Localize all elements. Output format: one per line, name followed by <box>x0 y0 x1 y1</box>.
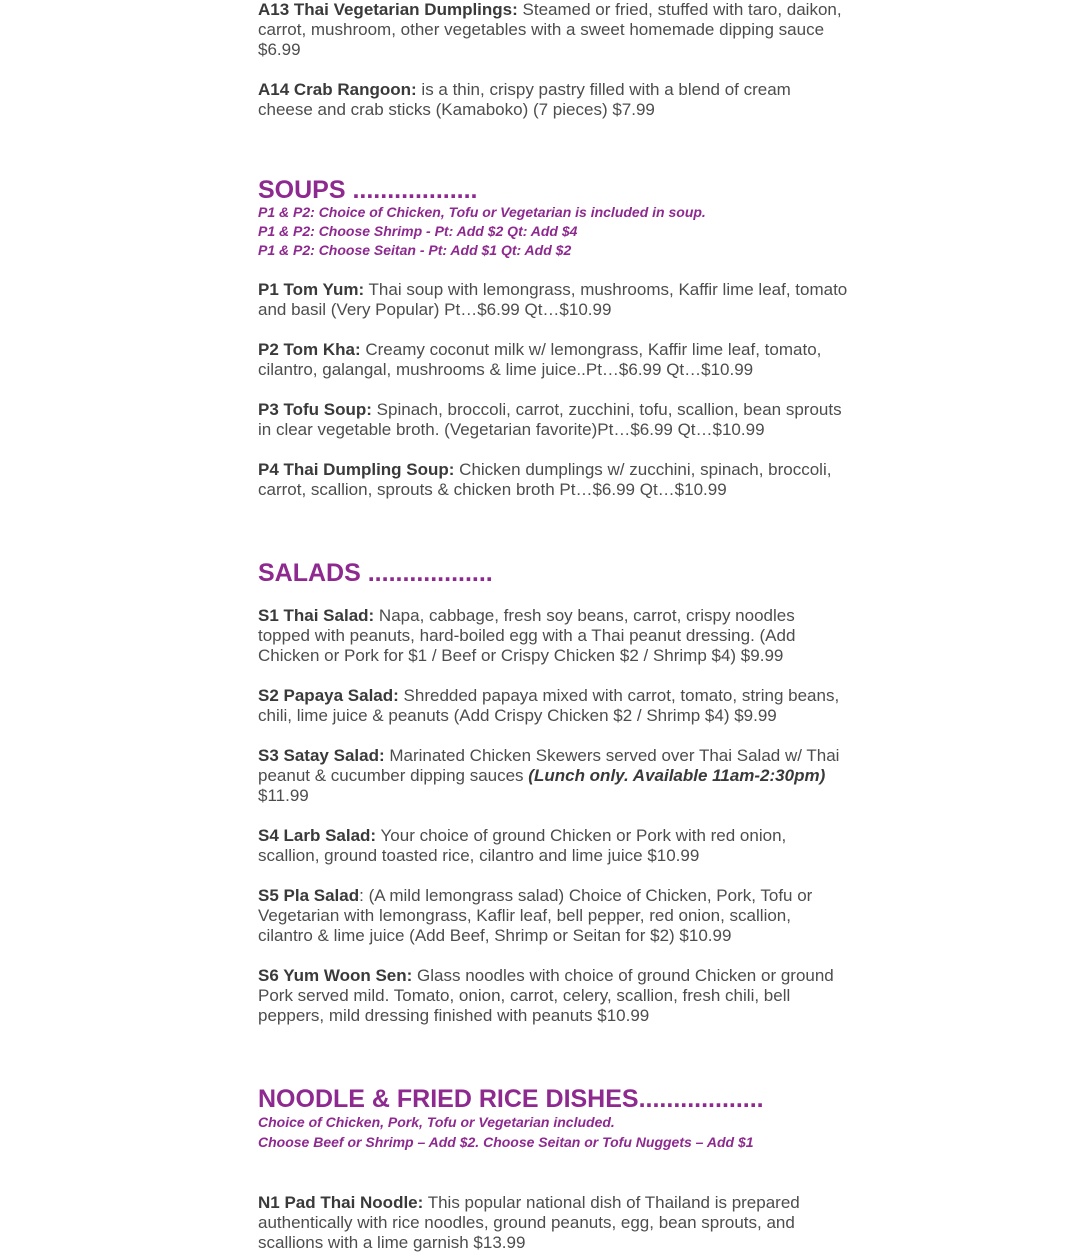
menu-item-s5 <box>258 886 850 946</box>
menu-item-n1 <box>258 1193 850 1253</box>
item-name: N1 Pad Thai Noodle: <box>258 1193 424 1212</box>
menu-item-p2 <box>258 340 850 380</box>
menu-item-p1 <box>258 280 850 320</box>
item-name: P2 Tom Kha: <box>258 340 361 359</box>
item-description: Glass noodles with choice of ground Chicken or ground Pork served mild. Tomato, onion, carrot, celery, scallion, fresh chili, bell peppers, mild dressing finished with peanuts $10.99 <box>258 966 834 1025</box>
menu-item-a13 <box>258 0 850 60</box>
item-availability-note: (Lunch only. Available 11am-2:30pm) <box>528 766 826 785</box>
item-name: S6 Yum Woon Sen: <box>258 966 413 985</box>
section-note: Choice of Chicken, Pork, Tofu or Vegetarian included. <box>258 1114 615 1130</box>
section-heading-noodles: NOODLE & FRIED RICE DISHES.................. <box>258 1085 764 1113</box>
menu-item-p4 <box>258 460 850 500</box>
item-description: Spinach, broccoli, carrot, zucchini, tofu, scallion, bean sprouts in clear vegetable broth. (Vegetarian favorite)Pt…$6.99 Qt…$10.99 <box>258 400 842 439</box>
item-name: P4 Thai Dumpling Soup: <box>258 460 455 479</box>
menu-item-s1 <box>258 606 850 666</box>
menu-item-s4 <box>258 826 850 866</box>
item-name: S3 Satay Salad: <box>258 746 385 765</box>
menu-item-s6 <box>258 966 850 1026</box>
section-note: P1 & P2: Choose Seitan - Pt: Add $1 Qt: Add $2 <box>258 242 572 258</box>
item-description: is a thin, crispy pastry filled with a blend of cream cheese and crab sticks (Kamaboko) (7 pieces) $7.99 <box>258 80 791 119</box>
item-description: Your choice of ground Chicken or Pork with red onion, scallion, ground toasted rice, cilantro and lime juice $10.99 <box>258 826 787 865</box>
section-note: P1 & P2: Choose Shrimp - Pt: Add $2 Qt: Add $4 <box>258 223 578 239</box>
item-description: Chicken dumplings w/ zucchini, spinach, broccoli, carrot, scallion, sprouts & chicken broth Pt…$6.99 Qt…$10.99 <box>258 460 832 499</box>
item-name: P1 Tom Yum: <box>258 280 365 299</box>
item-description: Thai soup with lemongrass, mushrooms, Kaffir lime leaf, tomato and basil (Very Popular) Pt…$6.99 Qt…$10.99 <box>258 280 848 319</box>
menu-item-s3 <box>258 746 850 806</box>
item-description: Marinated Chicken Skewers served over Thai Salad w/ Thai peanut & cucumber dipping sauces <box>258 746 840 785</box>
menu-item-s2 <box>258 686 850 726</box>
section-heading-salads: SALADS .................. <box>258 559 493 587</box>
menu-item-a14 <box>258 80 850 120</box>
item-description: This popular national dish of Thailand is prepared authentically with rice noodles, ground peanuts, egg, bean sprouts, and scallions with a lime garnish $13.99 <box>258 1193 800 1252</box>
item-description: Napa, cabbage, fresh soy beans, carrot, crispy noodles topped with peanuts, hard-boiled egg with a Thai peanut dressing. (Add Chicken or Pork for $1 / Beef or Crispy Chicken $2 / Shrimp $4) $9.99 <box>258 606 796 665</box>
item-description: : (A mild lemongrass salad) Choice of Chicken, Pork, Tofu or Vegetarian with lemongrass, Kaflir leaf, bell pepper, red onion, scallion, cilantro & lime juice (Add Beef, Shrimp or Seitan for $2) $10.99 <box>258 886 813 945</box>
item-name: S5 Pla Salad <box>258 886 360 905</box>
item-name: P3 Tofu Soup: <box>258 400 372 419</box>
menu-item-p3 <box>258 400 850 440</box>
section-heading-soups: SOUPS .................. <box>258 176 478 204</box>
item-description: Creamy coconut milk w/ lemongrass, Kaffir lime leaf, tomato, cilantro, galangal, mushrooms & lime juice..Pt…$6.99 Qt…$10.99 <box>258 340 822 379</box>
item-name: S4 Larb Salad: <box>258 826 377 845</box>
item-name: A14 Crab Rangoon: <box>258 80 417 99</box>
item-description: Steamed or fried, stuffed with taro, daikon, carrot, mushroom, other vegetables with a sweet homemade dipping sauce $6.99 <box>258 0 842 59</box>
item-name: S2 Papaya Salad: <box>258 686 399 705</box>
section-note: P1 & P2: Choice of Chicken, Tofu or Vegetarian is included in soup. <box>258 204 706 220</box>
item-name: A13 Thai Vegetarian Dumplings: <box>258 0 518 19</box>
item-name: S1 Thai Salad: <box>258 606 375 625</box>
item-description: Shredded papaya mixed with carrot, tomato, string beans, chili, lime juice & peanuts (Add Crispy Chicken $2 / Shrimp $4) $9.99 <box>258 686 840 725</box>
item-price: $11.99 <box>258 786 309 805</box>
section-note: Choose Beef or Shrimp – Add $2. Choose Seitan or Tofu Nuggets – Add $1 <box>258 1134 754 1150</box>
